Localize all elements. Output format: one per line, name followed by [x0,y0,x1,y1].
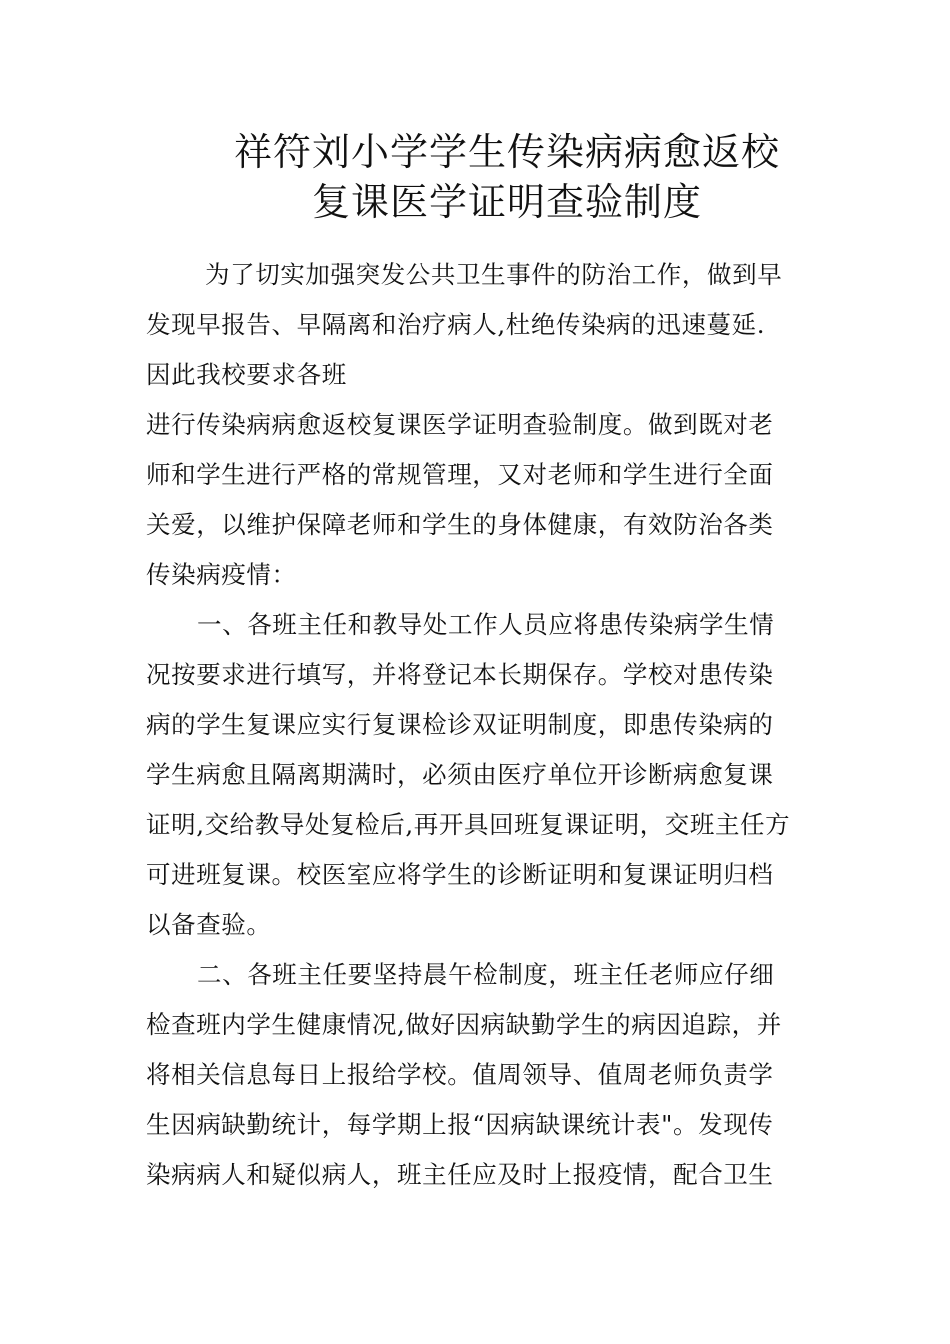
body-line: 因此我校要求各班 [146,360,347,389]
body-line: 况按要求进行填写，并将登记本长期保存。学校对患传染 [146,660,774,689]
body-line: 为了切实加强突发公共卫生事件的防治工作，做到早 [205,260,783,289]
body-line: 一、各班主任和教导处工作人员应将患传染病学生情 [197,610,775,639]
body-line: 学生病愈且隔离期满时，必须由医疗单位开诊断病愈复课 [146,760,774,789]
body-line: 将相关信息每日上报给学校。值周领导、值周老师负责学 [146,1060,774,1089]
body-line: 进行传染病病愈返校复课医学证明查验制度。做到既对老 [146,410,774,439]
body-line: 传染病疫情： [146,560,297,589]
body-line: 证明,交给教导处复检后,再开具回班复课证明，交班主任方 [146,810,791,839]
body-line: 可进班复课。校医室应将学生的诊断证明和复课证明归档 [146,860,774,889]
body-line: 师和学生进行严格的常规管理，又对老师和学生进行全面 [146,460,774,489]
body-line: 关爱，以维护保障老师和学生的身体健康，有效防治各类 [146,510,774,539]
body-line: 以备查验。 [146,910,272,939]
document-title-line-2: 复课医学证明查验制度 [311,180,702,224]
body-line: 检查班内学生健康情况,做好因病缺勤学生的病因追踪，并 [146,1010,782,1039]
document-title-line-1: 祥符刘小学学生传染病病愈返校 [233,130,780,174]
body-line: 发现早报告、早隔离和治疗病人,杜绝传染病的迅速蔓延. [146,310,766,339]
body-line: 二、各班主任要坚持晨午检制度，班主任老师应仔细 [197,960,775,989]
body-line: 染病病人和疑似病人，班主任应及时上报疫情，配合卫生 [146,1160,774,1189]
body-line: 病的学生复课应实行复课检诊双证明制度，即患传染病的 [146,710,774,739]
body-line: 生因病缺勤统计，每学期上报“因病缺课统计表"。发现传 [146,1110,774,1139]
